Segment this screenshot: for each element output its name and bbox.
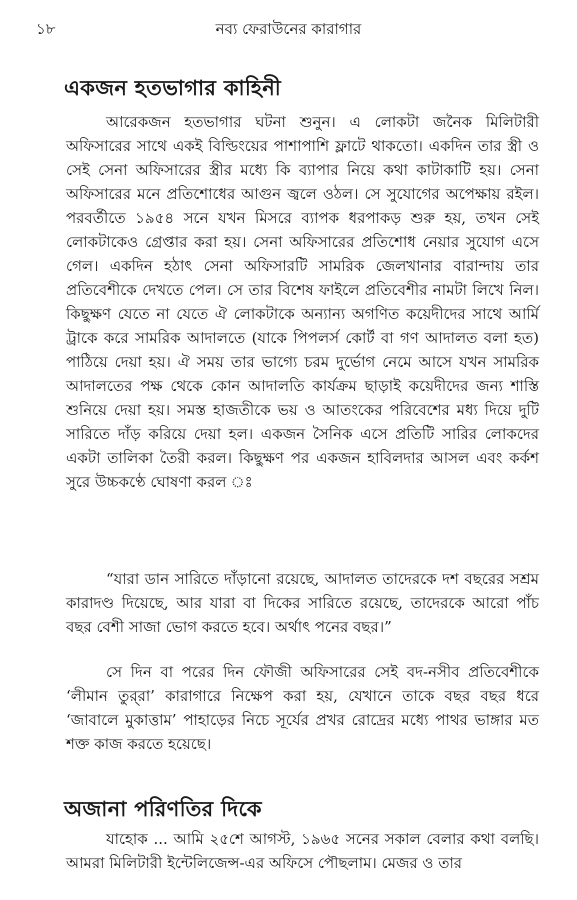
running-title: নব্য ফেরাউনের কারাগার (215, 20, 362, 38)
body-paragraph (66, 660, 539, 756)
paragraph-text: যাহোক ... আমি ২৫শে আগস্ট, ১৯৬৫ সনের সকাল বেলার কথা বলছি। আমরা মিলিটারী ইন্টেলিজেন্স-এর অফিসে পৌছলাম। মেজর ও তার (66, 830, 539, 872)
paragraph-text: আরেকজন হতভাগার ঘটনা শুনুন। এ লোকটা জনৈক মিলিটারী অফিসারের সাথে একই বিল্ডিংয়ের পাশাপাশি ফ্লাটে থাকতো। একদিন তার স্ত্রী ও সেই সেনা অফিসারের স্ত্রীর মধ্যে কি ব্যাপার নিয়ে কথা কাটাকাটি হয়। সেনা অফিসারের মনে প্রতিশোধের আগুন জ্বলে ওঠল। সে সুযোগের অপেক্ষায় রইল। পরবর্তীতে ১৯৫৪ সনে যখন মিসরে ব্যাপক ধরপাকড় শুরু হয়, তখন সেই লোকটাকেও গ্রেপ্তার করা হয়। সেনা অফিসারের প্রতিশোধ নেয়ার সুযোগ এসে গেল। একদিন হঠাৎ সেনা অফিসারটি সামরিক জেলখানার বারান্দায় তার প্রতিবেশীকে দেখতে পেল। সে তার বিশেষ ফাইলে প্রতিবেশীর নামটা লিখে নিল। কিছুক্ষণ যেতে না যেতে ঐ লোকটাকে অন্যান্য অগণিত কয়েদীদের সাথে আর্মি ট্রাকে করে সামরিক আদালতে (যাকে পিপলর্স কোর্ট বা গণ আদালত বলা হত) পাঠিয়ে দেয়া হয়। ঐ সময় তার ভাগ্যে চরম দুর্ভোগ নেমে আসে যখন সামরিক আদালতের পক্ষ থেকে কোন আদালতি কার্যক্রম ছাড়াই কয়েদীদের জন্য শাস্তি শুনিয়ে দেয়া হয়। সমস্ত হাজতীকে ভয় ও আতংকের পরিবেশের মধ্য দিয়ে দুটি সারিতে দাঁড় করিয়ে দেয়া হল। একজন সৈনিক এসে প্রতিটি সারির লোকদের একটা তালিকা তৈরী করল। কিছুক্ষণ পর একজন হাবিলদার আসল এবং কর্কশ সুরে উচ্চকণ্ঠে ঘোষণা করল ঃ (66, 113, 539, 491)
section-heading: অজানা পরিণতির দিকে (64, 797, 262, 821)
quote-block (66, 567, 539, 639)
quotation-text: “যারা ডান সারিতে দাঁড়ানো রয়েছে, আদালত তাদেরকে দশ বছরের সশ্রম কারাদণ্ড দিয়েছে, আর যারা বা দিকের সারিতে রয়েছে, তাদেরকে আরো পাঁচ বছর বেশী সাজা ভোগ করতে হবে। অর্থাৎ পনের বছর।” (66, 570, 539, 636)
page-number: ১৮ (36, 20, 56, 38)
section-heading: একজন হতভাগার কাহিনী (64, 76, 282, 100)
paragraph-text: সে দিন বা পরের দিন ফৌজী অফিসারের সেই বদ-নসীব প্রতিবেশীকে ‘লীমান তুর্‌রা’ কারাগারে নিক্ষেপ করা হয়, যেখানে তাকে বছর বছর ধরে ‘জাবালে মুকাত্তাম’ পাহাড়ের নিচে সূর্যের প্রখর রোদ্রের মধ্যে পাথর ভাঙ্গার মত শক্ত কাজ করতে হয়েছে। (66, 663, 539, 753)
body-paragraph (66, 110, 539, 494)
page-header (36, 18, 541, 42)
body-paragraph (66, 827, 539, 875)
